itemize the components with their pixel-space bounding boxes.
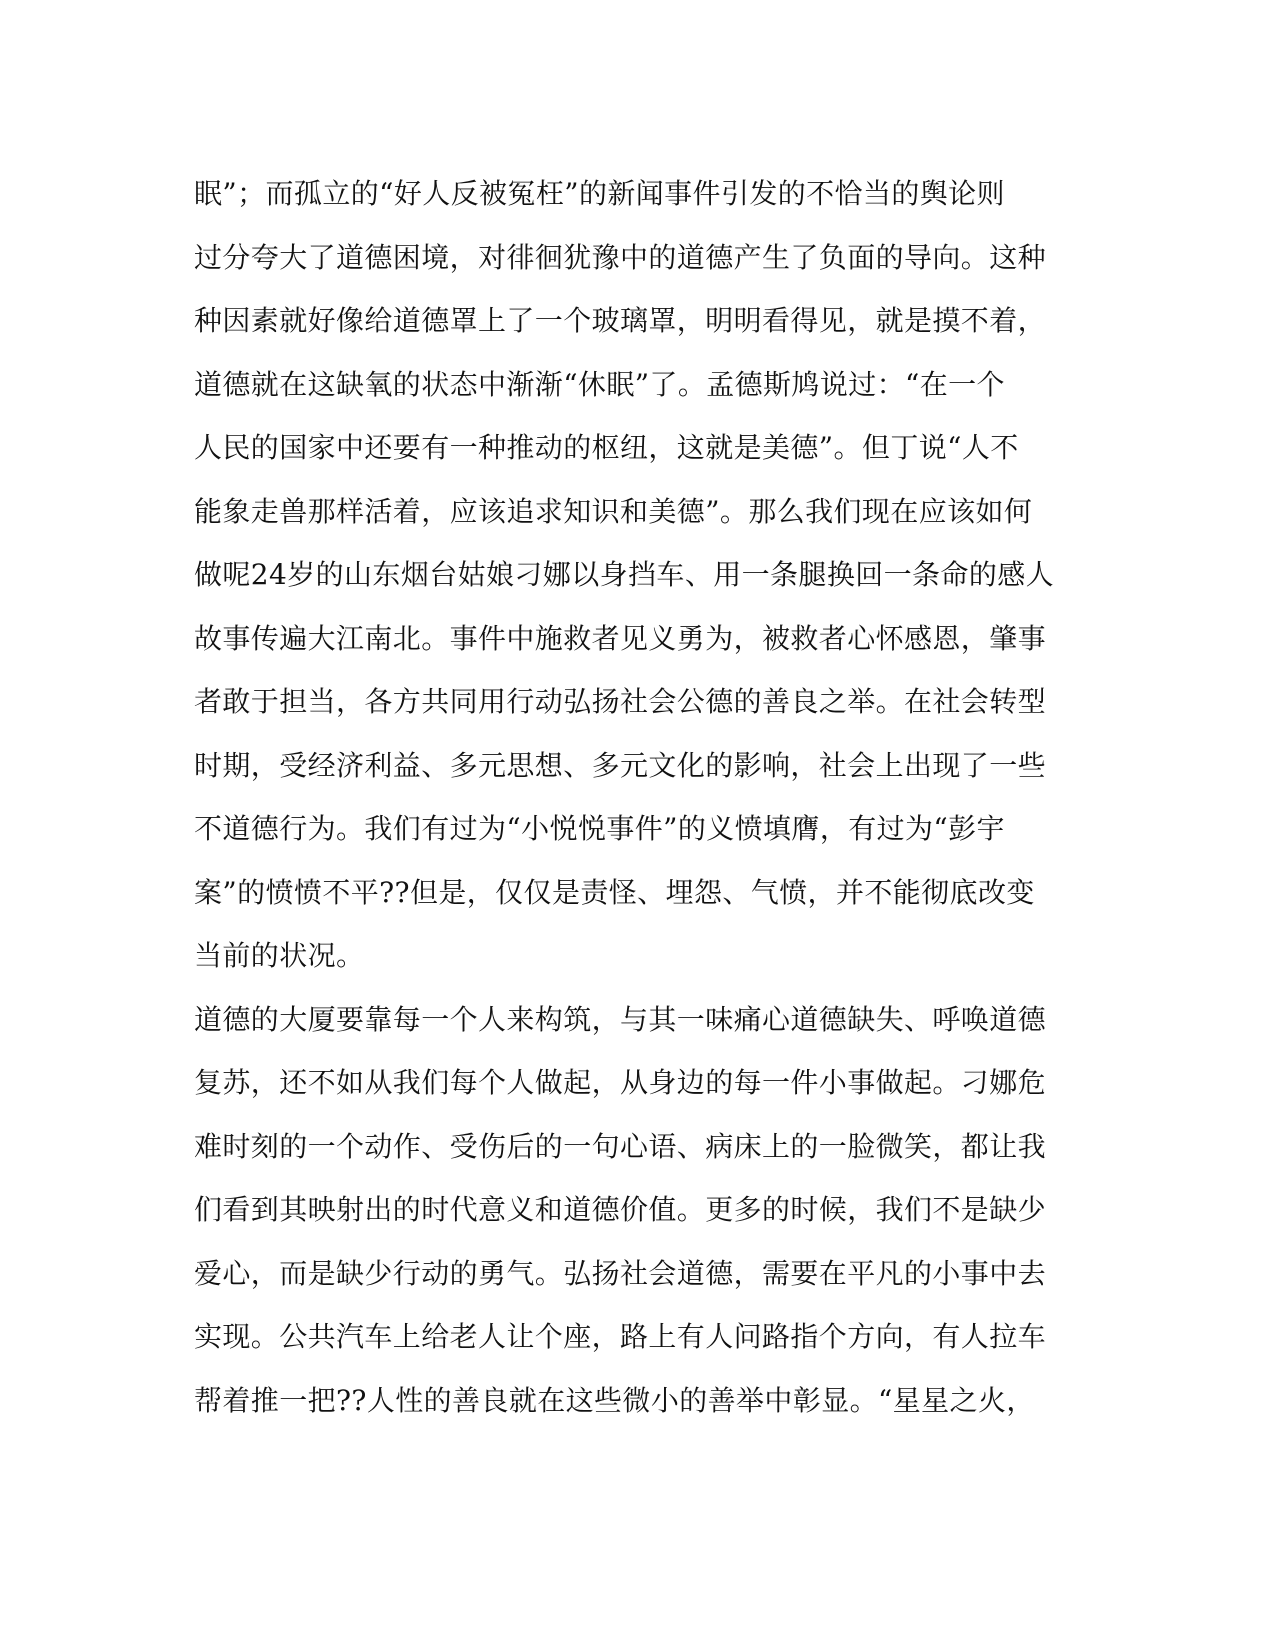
text-line: 人民的国家中还要有一种推动的枢纽，这就是美德”。但丁说“人不 xyxy=(194,431,1019,464)
text-line: 当前的状况。 xyxy=(194,939,365,972)
body-text xyxy=(194,162,1074,1432)
text-line: 眠”；而孤立的“好人反被冤枉”的新闻事件引发的不恰当的舆论则 xyxy=(194,177,1005,210)
text-line: 爱心，而是缺少行动的勇气。弘扬社会道德，需要在平凡的小事中去 xyxy=(194,1256,1047,1290)
text-line: 做呢24岁的山东烟台姑娘刁娜以身挡车、用一条腿换回一条命的感人 xyxy=(194,558,1055,591)
text-line: 过分夸大了道德困境，对徘徊犹豫中的道德产生了负面的导向。这种 xyxy=(194,240,1047,274)
text-line: 者敢于担当，各方共同用行动弘扬社会公德的善良之举。在社会转型 xyxy=(194,685,1047,718)
text-line: 道德就在这缺氧的状态中渐渐“休眠”了。孟德斯鸠说过：“在一个 xyxy=(194,367,1005,401)
text-line: 时期，受经济利益、多元思想、多元文化的影响，社会上出现了一些 xyxy=(194,748,1047,782)
text-line: 复苏，还不如从我们每个人做起，从身边的每一件小事做起。刁娜危 xyxy=(194,1066,1047,1099)
text-line: 帮着推一把??人性的善良就在这些微小的善举中彰显。“星星之火， xyxy=(194,1383,1035,1417)
text-line: 种因素就好像给道德罩上了一个玻璃罩，明明看得见，就是摸不着， xyxy=(194,304,1047,337)
text-line: 实现。公共汽车上给老人让个座，路上有人问路指个方向，有人拉车 xyxy=(194,1320,1047,1353)
text-line: 案”的愤愤不平??但是，仅仅是责怪、埋怨、气愤，并不能彻底改变 xyxy=(194,875,1035,909)
text-line: 难时刻的一个动作、受伤后的一句心语、病床上的一脸微笑，都让我 xyxy=(194,1129,1047,1163)
text-line: 道德的大厦要靠每一个人来构筑，与其一味痛心道德缺失、呼唤道德 xyxy=(194,1002,1047,1036)
text-line: 不道德行为。我们有过为“小悦悦事件”的义愤填膺，有过为“彭宇 xyxy=(194,812,1005,845)
text-line: 能象走兽那样活着，应该追求知识和美德”。那么我们现在应该如何 xyxy=(194,494,1033,528)
text-line: 们看到其映射出的时代意义和道德价值。更多的时候，我们不是缺少 xyxy=(194,1193,1047,1226)
text-line: 故事传遍大江南北。事件中施救者见义勇为，被救者心怀感恩，肇事 xyxy=(194,621,1047,655)
